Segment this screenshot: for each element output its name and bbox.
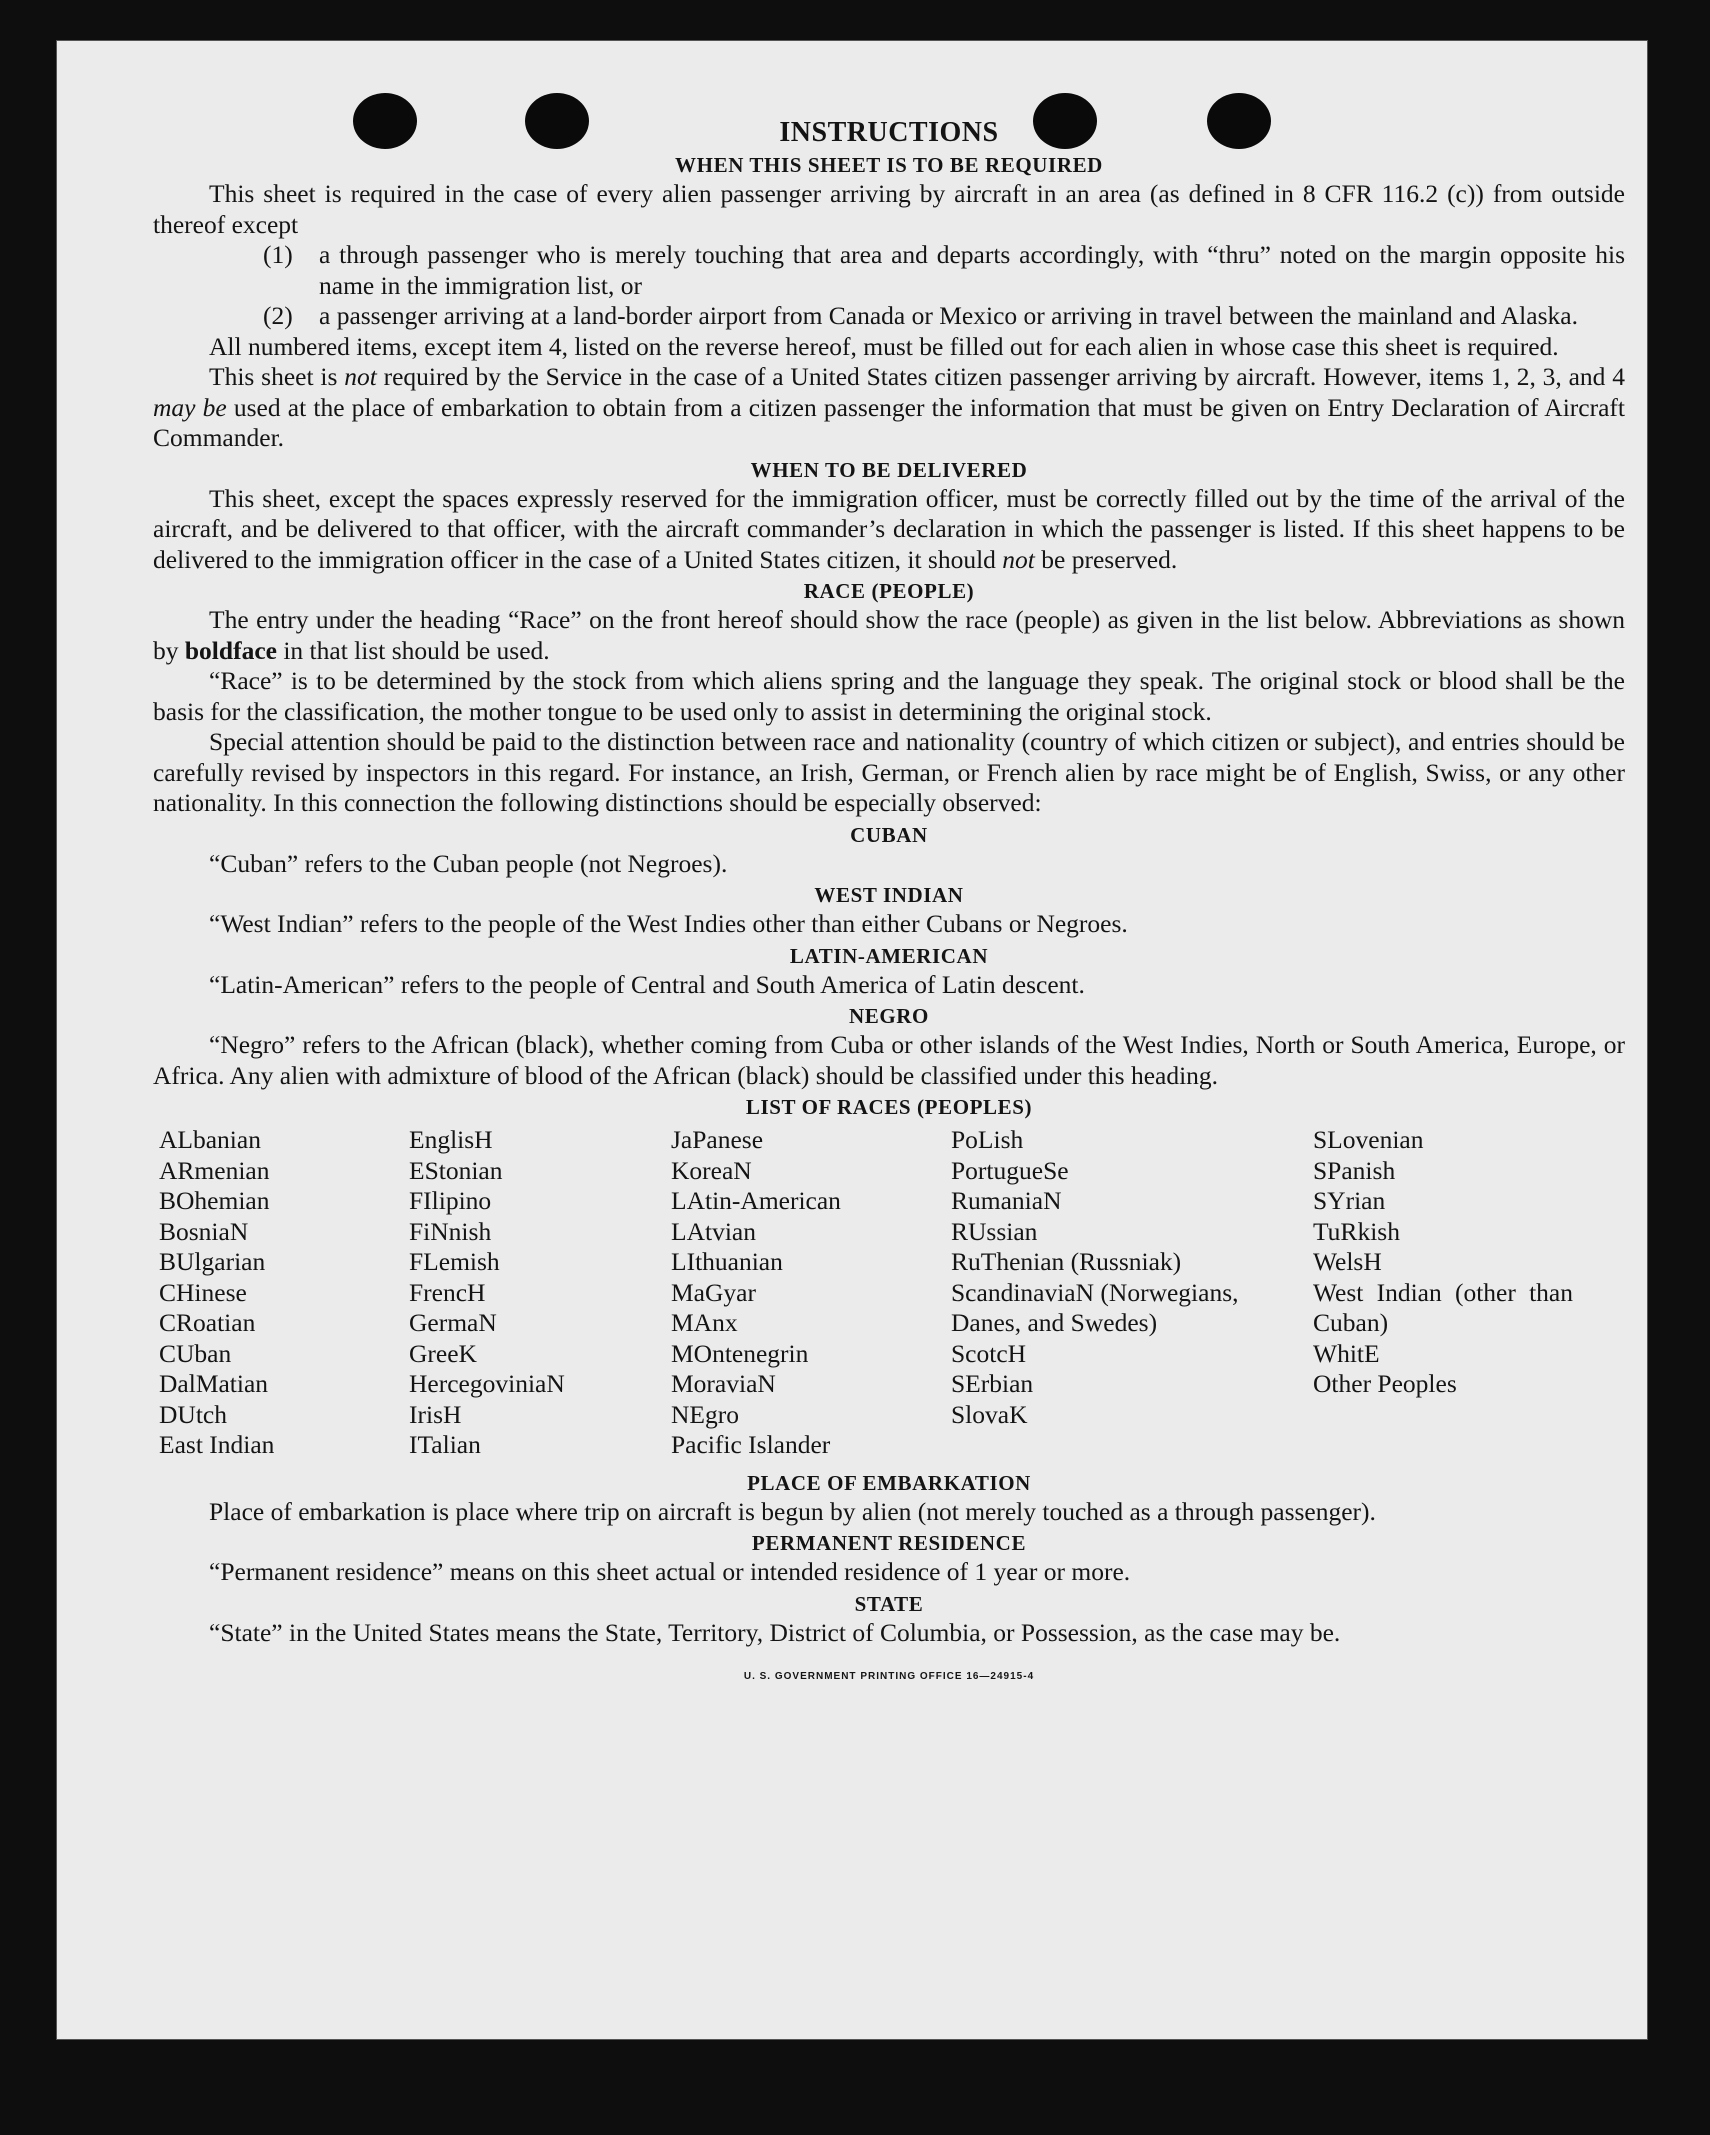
emphasis: not <box>344 362 377 391</box>
race-entry: IrisH <box>409 1399 462 1429</box>
race-entry: FLemish <box>409 1247 500 1276</box>
list-item <box>153 240 1625 301</box>
paragraph: “Race” is to be determined by the stock from which aliens spring and the language they speak. The original stock or blood shall be the basis for the classification, the mother tongue to be used only to assist in determining the original stock. <box>153 666 1625 726</box>
race-entry: FIlipino <box>409 1186 492 1215</box>
item-number: (2) <box>263 301 293 330</box>
race-entry: LAtin-American <box>671 1186 841 1215</box>
paragraph: “Latin-American” refers to the people of Central and South America of Latin descent. <box>209 969 1085 999</box>
race-entry: CHinese <box>159 1277 247 1307</box>
race-entry: SlovaK <box>951 1399 1028 1429</box>
paragraph <box>153 605 1625 666</box>
race-entry: Other Peoples <box>1313 1369 1457 1398</box>
race-entry: FrencH <box>409 1277 486 1307</box>
paragraph: “State” in the United States means the State, Territory, District of Columbia, or Possession, as the case may be. <box>209 1617 1341 1647</box>
document-sheet <box>56 40 1648 2040</box>
text-run: This sheet is <box>209 362 345 391</box>
text-run: The entry under the heading “Race” on the front hereof should show the race (people) as given in the list below. Abbreviations as shown by <box>153 605 1625 665</box>
paragraph: “Negro” refers to the African (black), whether coming from Cuba or other islands of the West Indies, North or South America, Europe, or Africa. Any alien with admixture of blood of the African (black) should be classified under this heading. <box>153 1030 1625 1090</box>
race-column <box>1313 1125 1573 1461</box>
section-heading-race-list: LIST OF RACES (PEOPLES) <box>745 1095 1033 1119</box>
race-entry: CUban <box>159 1338 232 1368</box>
bold-text: boldface <box>184 635 277 665</box>
race-entry: GermaN <box>409 1308 497 1337</box>
race-entry: SYrian <box>1313 1186 1386 1215</box>
race-entry: MOntenegrin <box>671 1338 809 1368</box>
section-heading-cuban: CUBAN <box>850 822 928 847</box>
race-entry: MaGyar <box>671 1277 756 1307</box>
list-item <box>153 301 1625 332</box>
race-entry: BOhemian <box>159 1186 270 1215</box>
section-heading-west-indian: WEST INDIAN <box>814 883 964 907</box>
race-entry: LIthuanian <box>671 1247 783 1276</box>
paragraph <box>153 484 1625 576</box>
race-entry: WelsH <box>1313 1247 1382 1276</box>
emphasis: not <box>1002 544 1035 574</box>
race-entry: MAnx <box>671 1308 738 1337</box>
section-heading-negro: NEGRO <box>848 1004 929 1028</box>
paragraph: “West Indian” refers to the people of the West Indies other than either Cubans or Negroes. <box>209 909 1128 938</box>
race-entry: SPanish <box>1313 1155 1396 1185</box>
race-entry: BUlgarian <box>159 1247 266 1276</box>
race-column <box>409 1125 671 1461</box>
text-run: used at the place of embarkation to obtain from a citizen passenger the information that must be given on Entry Declaration of Aircraft Commander. <box>153 392 1625 452</box>
race-entry: EnglisH <box>409 1125 493 1154</box>
item-text: a through passenger who is merely touching that area and departs accordingly, with “thru” noted on the margin opposite his name in the immigration list, or <box>319 240 1625 300</box>
race-entry: MoraviaN <box>671 1369 776 1398</box>
race-entry: WhitE <box>1313 1338 1380 1368</box>
race-entry: ALbanian <box>159 1125 261 1154</box>
race-entry: ScandinaviaN (Norwegians, Danes, and Swedes) <box>951 1277 1239 1337</box>
race-column <box>951 1125 1313 1461</box>
race-entry: NEgro <box>671 1399 739 1429</box>
race-column <box>159 1125 409 1461</box>
paragraph: This sheet is required in the case of every alien passenger arriving by aircraft in an area (as defined in 8 CFR 116.2 (c)) from outside thereof except <box>153 179 1625 239</box>
race-entry: LAtvian <box>671 1216 756 1246</box>
section-heading-state: STATE <box>854 1591 924 1616</box>
race-entry: BosniaN <box>159 1216 249 1246</box>
page-title: INSTRUCTIONS <box>779 117 999 148</box>
item-text: a passenger arriving at a land-border airport from Canada or Mexico or arriving in travel between the mainland and Alaska. <box>319 301 1578 330</box>
paragraph: Place of embarkation is place where trip on aircraft is begun by alien (not merely touched as a through passenger). <box>209 1496 1376 1526</box>
race-entry: Pacific Islander <box>671 1430 831 1459</box>
race-list <box>153 1125 1625 1461</box>
race-entry: RumaniaN <box>951 1186 1062 1215</box>
race-entry: CRoatian <box>159 1308 256 1337</box>
printer-imprint: U. S. GOVERNMENT PRINTING OFFICE 16—24915-4 <box>743 1671 1035 1682</box>
item-number: (1) <box>263 240 293 269</box>
section-heading-residence: PERMANENT RESIDENCE <box>751 1531 1027 1555</box>
race-entry: ITalian <box>409 1430 481 1459</box>
race-entry: SErbian <box>951 1369 1034 1398</box>
race-entry: ARmenian <box>159 1155 270 1185</box>
paragraph: “Permanent residence” means on this sheet actual or intended residence of 1 year or more. <box>209 1557 1131 1586</box>
paragraph: “Cuban” refers to the Cuban people (not Negroes). <box>209 848 728 878</box>
race-entry: RuThenian (Russniak) <box>951 1247 1182 1276</box>
section-heading-latin-american: LATIN-AMERICAN <box>789 943 989 968</box>
race-entry: GreeK <box>409 1338 477 1368</box>
race-entry: FiNnish <box>409 1216 492 1246</box>
race-entry: West Indian (other than Cuban) <box>1313 1277 1573 1337</box>
text-run: in that list should be used. <box>276 635 550 665</box>
section-heading-when-required: WHEN THIS SHEET IS TO BE REQUIRED <box>675 153 1103 177</box>
race-entry: TuRkish <box>1313 1216 1400 1246</box>
paragraph <box>153 362 1625 454</box>
emphasis: may be <box>153 392 227 422</box>
race-entry: RUssian <box>951 1216 1038 1246</box>
race-column <box>671 1125 951 1461</box>
race-entry: ScotcH <box>951 1338 1027 1368</box>
race-entry: EStonian <box>409 1155 503 1185</box>
paragraph: All numbered items, except item 4, listed on the reverse hereof, must be filled out for each alien in whose case this sheet is required. <box>209 331 1559 361</box>
race-entry: DalMatian <box>159 1369 269 1398</box>
race-entry: KoreaN <box>671 1155 752 1185</box>
text-run: be preserved. <box>1034 544 1178 574</box>
section-heading-embarkation: PLACE OF EMBARKATION <box>747 1470 1031 1495</box>
instructions-body <box>153 117 1625 1693</box>
race-entry: PoLish <box>951 1125 1024 1154</box>
section-heading-when-delivered: WHEN TO BE DELIVERED <box>750 457 1028 482</box>
text-run: This sheet, except the spaces expressly reserved for the immigration officer, must be correctly filled out by the time of the arrival of the aircraft, and be delivered to that officer, with the aircraft commander’s declaration in which the passenger is listed. If this sheet happens to be delivered to the immigration officer in the case of a United States citizen, it should <box>153 483 1625 574</box>
text-run: required by the Service in the case of a United States citizen passenger arriving by aircraft. However, items 1, 2, 3, and 4 <box>376 362 1625 391</box>
paragraph: Special attention should be paid to the distinction between race and nationality (country of which citizen or subject), and entries should be carefully revised by inspectors in this regard. For instance, an Irish, German, or French alien by race might be of English, Swiss, or any other nationality. In this connection the following distinctions should be especially observed: <box>153 727 1625 817</box>
section-heading-race: RACE (PEOPLE) <box>803 579 975 603</box>
race-entry: SLovenian <box>1313 1125 1424 1154</box>
race-entry: JaPanese <box>671 1125 764 1154</box>
race-entry: PortugueSe <box>951 1155 1069 1185</box>
race-entry: East Indian <box>159 1430 275 1459</box>
race-entry: DUtch <box>159 1399 227 1429</box>
race-entry: HercegoviniaN <box>409 1369 565 1398</box>
